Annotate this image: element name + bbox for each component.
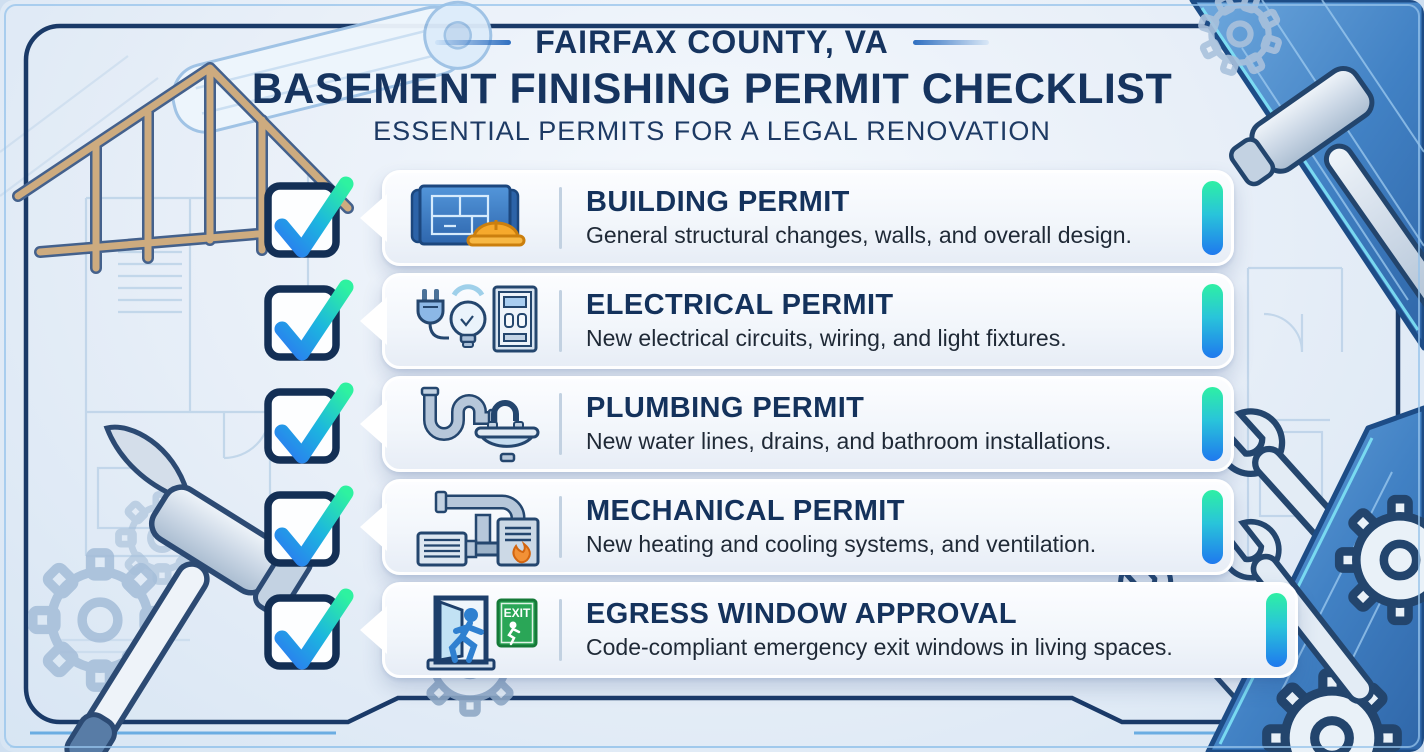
checked-checkbox-icon <box>262 382 346 466</box>
checklist-item <box>262 376 1298 472</box>
card-divider <box>559 393 562 455</box>
permit-card <box>382 170 1234 266</box>
card-accent-bar <box>1202 284 1223 358</box>
permit-card <box>382 376 1234 472</box>
gear-icon <box>1339 499 1424 621</box>
permit-title: ELECTRICAL PERMIT <box>586 289 894 322</box>
permit-description: General structural changes, walls, and overall design. <box>586 222 1132 249</box>
permit-card <box>382 479 1234 575</box>
card-divider <box>559 496 562 558</box>
card-accent-bar <box>1266 593 1287 667</box>
checklist-item <box>262 170 1298 266</box>
card-accent-bar <box>1202 387 1223 461</box>
blueprint-hardhat-icon <box>401 178 551 258</box>
permit-card <box>382 273 1234 369</box>
permit-description: Code-compliant emergency exit windows in living spaces. <box>586 634 1173 661</box>
card-divider <box>559 290 562 352</box>
permit-title: PLUMBING PERMIT <box>586 392 865 425</box>
exit-sign-label: EXIT <box>503 606 531 620</box>
card-accent-bar <box>1202 490 1223 564</box>
checklist <box>262 170 1298 678</box>
page-subtitle: ESSENTIAL PERMITS FOR A LEGAL RENOVATION <box>373 116 1051 146</box>
pipes-sink-icon <box>401 384 551 464</box>
permit-title: BUILDING PERMIT <box>586 186 850 219</box>
permit-description: New heating and cooling systems, and ventilation. <box>586 531 1097 558</box>
egress-window-exit-icon <box>401 590 551 670</box>
hvac-furnace-duct-icon <box>401 487 551 567</box>
card-divider <box>559 187 562 249</box>
permit-card <box>382 582 1298 678</box>
permit-description: New water lines, drains, and bathroom installations. <box>586 428 1112 455</box>
checked-checkbox-icon <box>262 176 346 260</box>
electrical-plug-bulb-panel-icon <box>401 281 551 361</box>
card-divider <box>559 599 562 661</box>
checked-checkbox-icon <box>262 485 346 569</box>
permit-description: New electrical circuits, wiring, and light fixtures. <box>586 325 1067 352</box>
header-dash-left <box>435 40 511 45</box>
header-eyebrow: FAIRFAX COUNTY, VA <box>535 24 889 60</box>
poster-header <box>0 24 1424 147</box>
checklist-item <box>262 273 1298 369</box>
page-title: BASEMENT FINISHING PERMIT CHECKLIST <box>251 65 1173 113</box>
checked-checkbox-icon <box>262 588 346 672</box>
checked-checkbox-icon <box>262 279 346 363</box>
permit-title: MECHANICAL PERMIT <box>586 495 905 528</box>
header-dash-right <box>913 40 989 45</box>
permit-title: EGRESS WINDOW APPROVAL <box>586 598 1017 631</box>
checklist-item <box>262 582 1298 678</box>
checklist-item <box>262 479 1298 575</box>
card-accent-bar <box>1202 181 1223 255</box>
